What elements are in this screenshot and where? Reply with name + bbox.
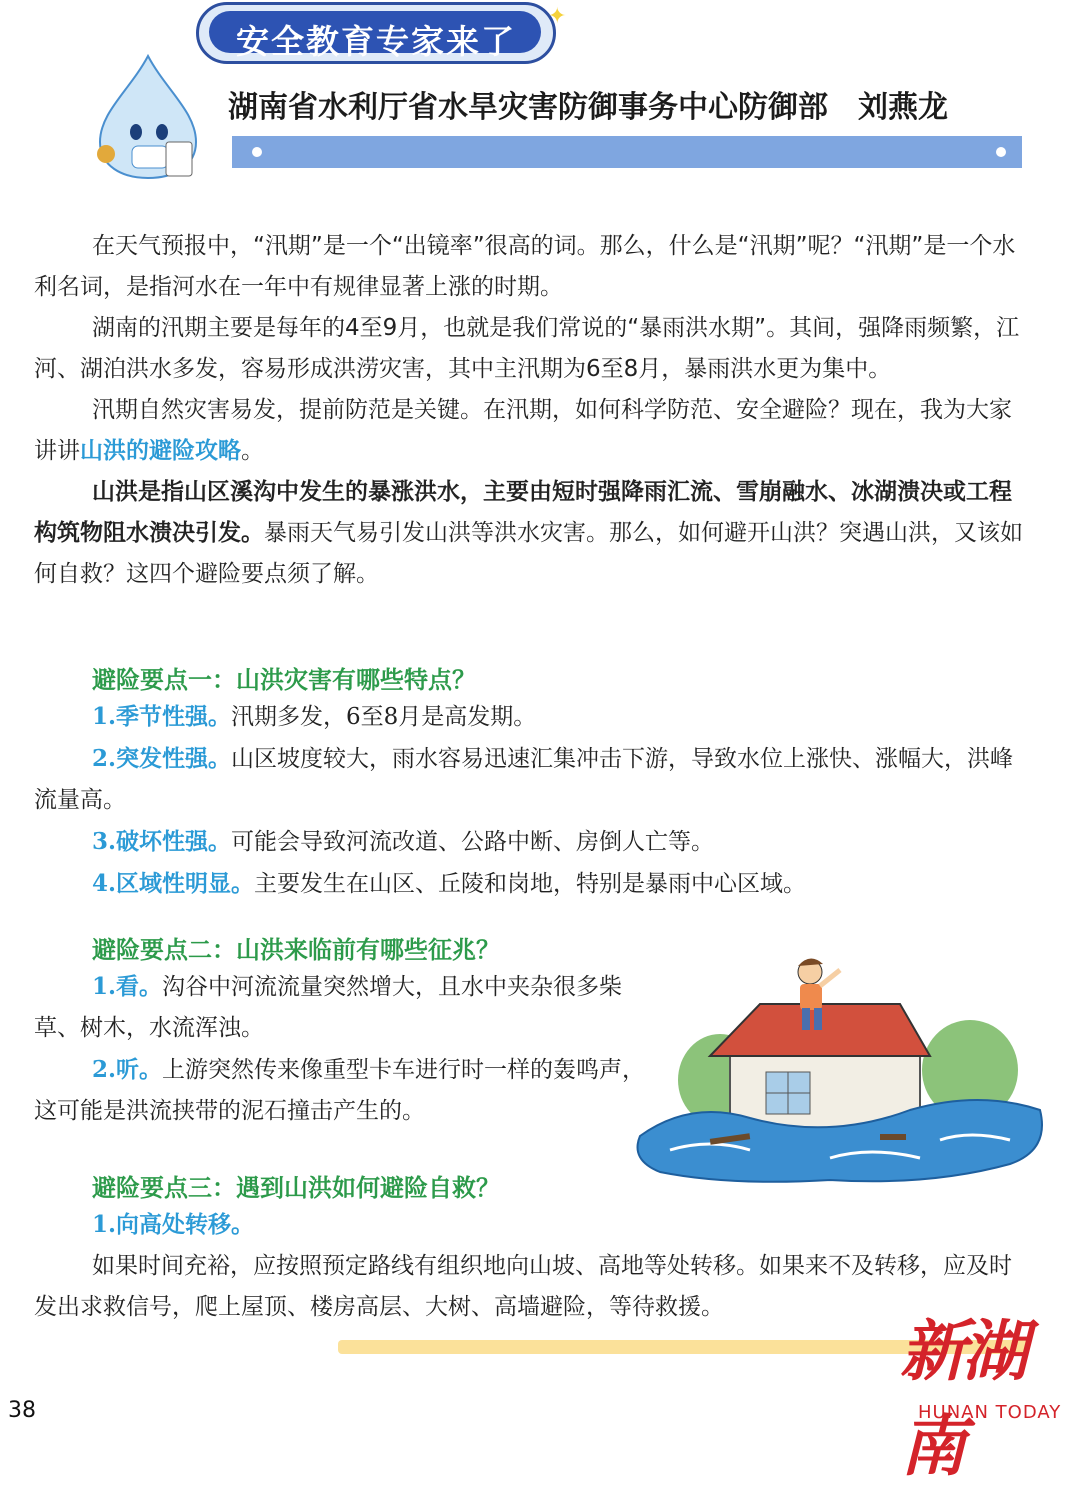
item-text: 上游突然传来像重型卡车进行时一样的轰鸣声，这可能是洪流挟带的泥石撞击产生的。 bbox=[34, 1057, 646, 1124]
item-text: 主要发生在山区、丘陵和岗地，特别是暴雨中心区域。 bbox=[254, 871, 807, 897]
hunan-today-logo: 新湖南 bbox=[900, 1312, 1024, 1485]
item-text: 山区坡度较大，雨水容易迅速汇集冲击下游，导致水位上涨快、涨幅大，洪峰流量高。 bbox=[34, 746, 1014, 813]
item-number: 1.向高处转移。 bbox=[92, 1211, 255, 1238]
bar-dot-left bbox=[252, 147, 262, 157]
item-number: 4.区域性明显。 bbox=[92, 870, 255, 897]
section-1-item-4 bbox=[34, 863, 1024, 905]
item-text: 可能会导致河流改道、公路中断、房倒人亡等。 bbox=[231, 829, 715, 855]
author-line: 湖南省水利厅省水旱灾害防御事务中心防御部 刘燕龙 bbox=[228, 90, 948, 125]
item-number: 3.破坏性强。 bbox=[92, 828, 232, 855]
section-2-item-2 bbox=[34, 1049, 654, 1132]
intro-p3-text: 汛期自然灾害易发，提前防范是关键。在汛期，如何科学防范、安全避险？现在，我为大家讲讲 bbox=[34, 397, 1012, 464]
sparkle-icon: ✦ bbox=[548, 4, 567, 29]
intro-p3-highlight: 山洪的避险攻略 bbox=[80, 438, 241, 464]
section-2-title: 避险要点二：山洪来临前有哪些征兆？ bbox=[92, 936, 500, 964]
water-drop-mascot bbox=[70, 50, 220, 180]
section-1-item-2 bbox=[34, 738, 1024, 821]
intro-p3-end: 。 bbox=[241, 438, 264, 464]
intro-text bbox=[34, 226, 1034, 595]
section-1-list bbox=[34, 696, 1024, 905]
section-3-item-1-heading bbox=[34, 1204, 1024, 1246]
hunan-today-logo-en: HUNAN TODAY bbox=[918, 1402, 1062, 1423]
intro-p4-rest: 暴雨天气易引发山洪等洪水灾害。那么，如何避开山洪？突遇山洪，又该如何自救？这四个避险要点须了解。 bbox=[34, 520, 1023, 587]
intro-paragraph-3 bbox=[34, 390, 1034, 472]
item-number: 1.季节性强。 bbox=[92, 703, 232, 730]
section-3-title: 避险要点三：遇到山洪如何避险自救？ bbox=[92, 1174, 500, 1202]
page-number: 38 bbox=[8, 1398, 36, 1423]
section-3-list bbox=[34, 1204, 1024, 1328]
item-number: 2.听。 bbox=[92, 1056, 163, 1083]
item-number: 2.突发性强。 bbox=[92, 745, 232, 772]
intro-paragraph-1: 在天气预报中，“汛期”是一个“出镜率”很高的词。那么，什么是“汛期”呢？“汛期”是一个水利名词，是指河水在一年中有规律显著上涨的时期。 bbox=[34, 233, 1016, 300]
item-text: 汛期多发，6至8月是高发期。 bbox=[231, 704, 537, 730]
flood-house-illustration bbox=[630, 950, 1060, 1190]
section-1-title: 避险要点一：山洪灾害有哪些特点？ bbox=[92, 666, 476, 694]
bar-dot-right bbox=[996, 147, 1006, 157]
section-1-item-3 bbox=[34, 821, 1024, 863]
section-2-list bbox=[34, 966, 654, 1132]
item-number: 1.看。 bbox=[92, 973, 163, 1000]
section-1-item-1 bbox=[34, 696, 1024, 738]
intro-paragraph-2: 湖南的汛期主要是每年的4至9月，也就是我们常说的“暴雨洪水期”。其间，强降雨频繁，江河、湖泊洪水多发，容易形成洪涝灾害，其中主汛期为6至8月，暴雨洪水更为集中。 bbox=[34, 315, 1020, 382]
header-badge bbox=[196, 2, 556, 64]
intro-p4-bold: 山洪是指山区溪沟中发生的暴涨洪水，主要由短时强降雨汇流、雪崩融水、冰湖溃决或工程构筑物阻水溃决引发。 bbox=[34, 479, 1012, 546]
section-2-item-1 bbox=[34, 966, 654, 1049]
badge-title: 安全教育专家来了 bbox=[236, 22, 516, 61]
section-3-item-1-text: 如果时间充裕，应按照预定路线有组织地向山坡、高地等处转移。如果来不及转移，应及时发出求救信号，爬上屋顶、楼房高层、大树、高墙避险，等待救援。 bbox=[34, 1253, 1012, 1320]
item-text: 沟谷中河流流量突然增大，且水中夹杂很多柴草、树木，水流浑浊。 bbox=[34, 974, 623, 1041]
intro-paragraph-4 bbox=[34, 472, 1034, 595]
header-bar bbox=[232, 136, 1022, 168]
